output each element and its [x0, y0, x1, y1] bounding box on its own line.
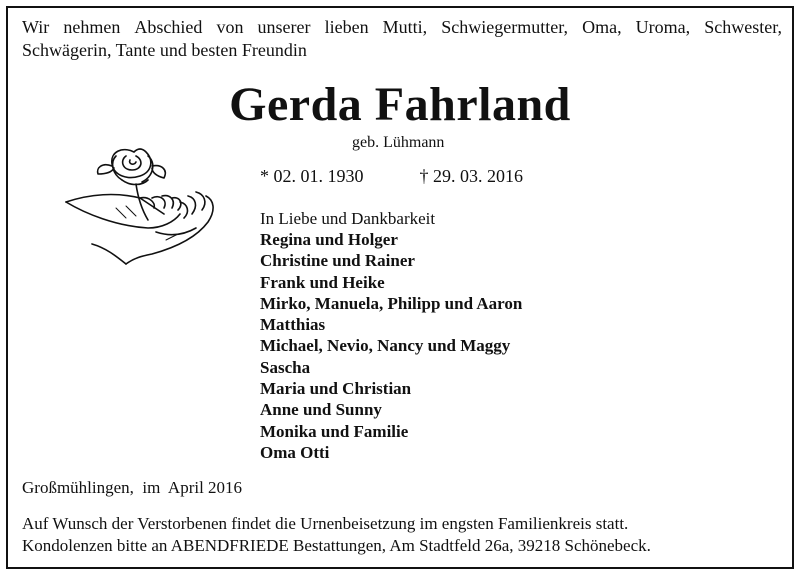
life-dates [260, 166, 523, 187]
intro-word: Schwiegermutter, [441, 17, 569, 37]
intro-word: Wir [22, 17, 50, 37]
intro-line-2: Schwägerin, Tante und besten Freundin [22, 40, 307, 60]
intro-word: Uroma, [635, 17, 691, 37]
intro-word: Abschied [134, 17, 203, 37]
intro-word: unserer [257, 17, 311, 37]
mourner-entry: Oma Otti [260, 442, 330, 462]
intro-word: von [216, 17, 244, 37]
intro-word: nehmen [63, 17, 121, 37]
mourner-entry: Regina und Holger [260, 230, 398, 249]
rose-in-hands-icon [56, 136, 224, 276]
intro-word: lieben [324, 17, 369, 37]
thanks-line: In Liebe und Dankbarkeit [260, 209, 436, 228]
deceased-name: Gerda Fahrland [229, 78, 571, 131]
mourner-entry: Anne und Sunny [260, 400, 382, 420]
mourners-list [260, 229, 522, 463]
mourner-entry: Matthias [260, 315, 326, 335]
intro-line-1 [22, 16, 782, 39]
mourner-entry: Frank und Heike [260, 272, 385, 292]
intro-word: Schwester, [704, 17, 782, 37]
mourner-entry: Maria und Christian [260, 379, 412, 399]
notice-line-1: Auf Wunsch der Verstorbenen findet die Urnenbeisetzung im engsten Familienkreis statt. [22, 514, 629, 533]
mourner-entry: Monika und Familie [260, 421, 409, 441]
mourner-entry: Mirko, Manuela, Philipp und Aaron [260, 293, 523, 313]
obituary-frame [6, 6, 794, 569]
mourner-entry: Christine und Rainer [260, 251, 415, 271]
maiden-name: geb. Lühmann [352, 134, 445, 151]
intro-word: Oma, [582, 17, 622, 37]
mourner-entry: Michael, Nevio, Nancy und Maggy [260, 336, 511, 356]
intro-word: Mutti, [382, 17, 428, 37]
place-date: Großmühlingen, im April 2016 [22, 478, 243, 497]
intro-text [22, 16, 782, 62]
mourner-entry: Sascha [260, 357, 311, 377]
birth-date: * 02. 01. 1930 [260, 166, 364, 186]
burial-notice [22, 513, 651, 557]
notice-line-2: Kondolenzen bitte an ABENDFRIEDE Bestattungen, Am Stadtfeld 26a, 39218 Schönebeck. [22, 536, 651, 555]
death-date: † 29. 03. 2016 [419, 166, 523, 186]
